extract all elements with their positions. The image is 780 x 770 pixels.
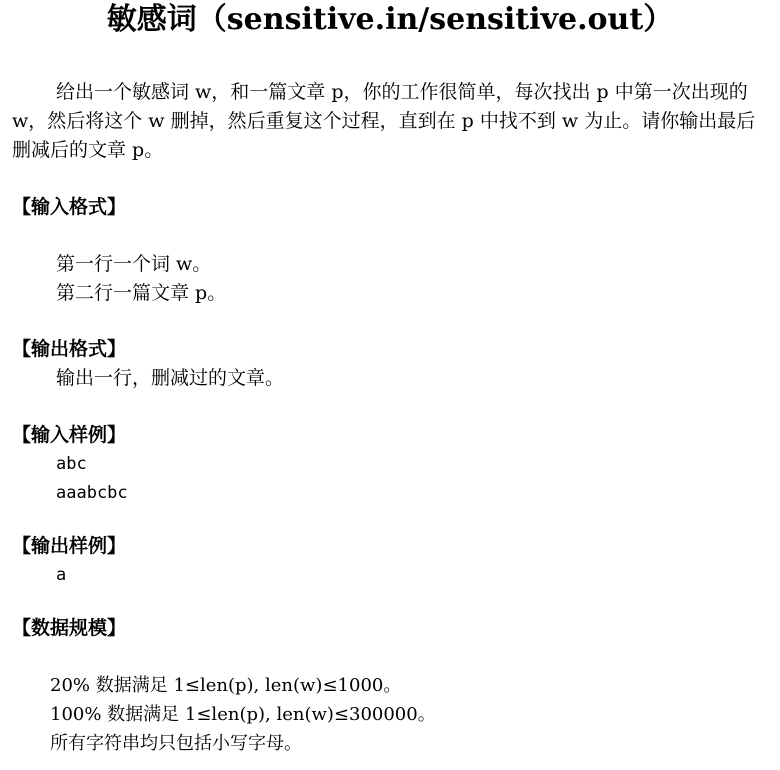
output-format-line-1: 输出一行，删减过的文章。 <box>56 367 285 389</box>
data-scale-heading: 【数据规模】 <box>12 617 127 639</box>
sample-output-heading: 【输出样例】 <box>12 535 127 557</box>
data-scale-line-1: 20% 数据满足 1≤len(p), len(w)≤1000。 <box>50 675 402 696</box>
sample-input-line-2: aaabcbc <box>56 483 128 503</box>
page-title: 敏感词（sensitive.in/sensitive.out） <box>106 2 674 37</box>
output-format-heading: 【输出格式】 <box>12 338 127 360</box>
data-scale-line-3: 所有字符串均只包括小写字母。 <box>50 733 302 754</box>
sample-output-line-1: a <box>56 565 67 585</box>
problem-description: 给出一个敏感词 w，和一篇文章 p，你的工作很简单，每次找出 p 中第一次出现的 w，然后将这个 w 删掉，然后重复这个过程，直到在 p 中找不到 w 为止。请你输出最后删减后的文章 p。 <box>12 81 756 161</box>
sample-input-heading: 【输入样例】 <box>12 424 127 446</box>
data-scale-line-2: 100% 数据满足 1≤len(p), len(w)≤300000。 <box>50 704 436 725</box>
input-format-line-1: 第一行一个词 w。 <box>56 253 212 275</box>
sample-input-line-1: abc <box>56 454 87 474</box>
input-format-heading: 【输入格式】 <box>12 196 127 218</box>
input-format-line-2: 第二行一篇文章 p。 <box>56 282 227 304</box>
